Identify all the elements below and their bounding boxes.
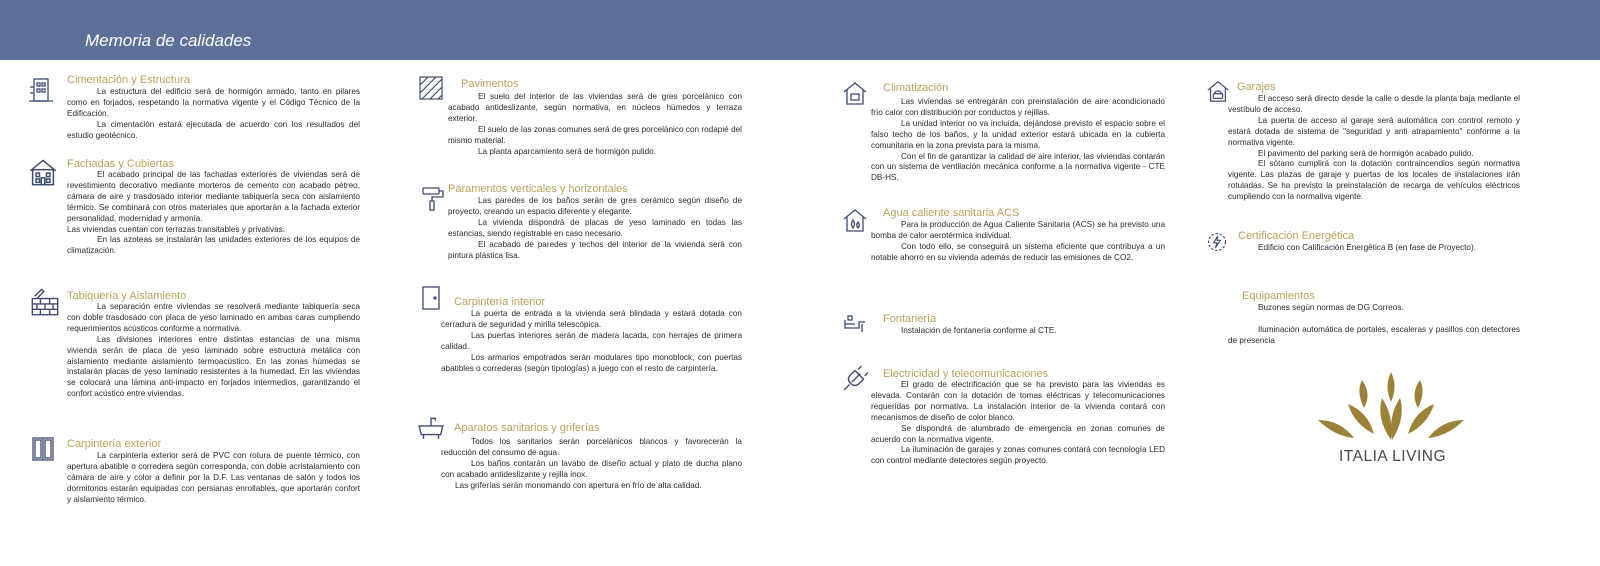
section-title: Fontanería bbox=[883, 313, 937, 325]
paragraph: El pavimento del parking será de hormigón acabado pulido. bbox=[1258, 148, 1474, 158]
section-title: Electricidad y telecomunicaciones bbox=[883, 368, 1049, 380]
paint-roller-icon bbox=[420, 186, 446, 212]
paragraph: Edificio con Calificación Energética B (en fase de Proyecto). bbox=[1258, 243, 1476, 252]
section-title: Tabiquería y Aislamiento bbox=[67, 290, 187, 302]
brick-wall-icon bbox=[30, 287, 60, 317]
house-facade-icon bbox=[28, 157, 58, 187]
section-title: Pavimentos bbox=[461, 78, 519, 90]
paragraph: Las paredes de los baños serán de gres cerámico según diseño de proyecto, creando un espacio diferente y elegante. bbox=[448, 196, 742, 216]
paragraph: Iluminación automática de portales, escaleras y pasillos con detectores de presencia bbox=[1228, 324, 1520, 345]
section-title: Certificación Energética bbox=[1238, 230, 1355, 242]
door-icon bbox=[418, 285, 444, 311]
paragraph: El acabado principal de las fachadas exteriores de viviendas será de revestimiento decorativo mediante morteros de cemento con acabado pétreo, cámara de aire y trasdosado interior mediante tabiquería seca con aislamiento térmico. Se combinará con otros materiales que aportarán a la fachada exterior personalidad, modernidad y armonía. bbox=[67, 170, 360, 223]
energy-leaf-icon bbox=[1206, 231, 1228, 253]
section-body bbox=[67, 451, 360, 506]
paragraph: Buzones según normas de DG Correos. bbox=[1258, 303, 1404, 312]
paragraph: La separación entre viviendas se resolverá mediante tabiquería seca con doble trasdosado con placa de yeso laminado en ambas caras cumpliendo requerimientos acústicos conforme a normativa. bbox=[67, 302, 360, 333]
page-title: Memoria de calidades bbox=[85, 31, 252, 50]
paragraph: El suelo del interior de las viviendas será de gres porcelánico con acabado antideslizante, según normativa, en núcleos húmedos y terraza exterior. bbox=[448, 92, 742, 123]
section-title: Equipamientos bbox=[1242, 290, 1315, 302]
section-body bbox=[67, 87, 360, 142]
electric-plug-icon bbox=[842, 364, 870, 392]
paragraph: El suelo de las zonas comunes será de gres porcelánico con rodapié del mismo material. bbox=[448, 124, 742, 145]
section-title: Carpintería exterior bbox=[67, 438, 162, 450]
paragraph: Todos los sanitarios serán porcelánicos blancos y favorecerán la reducción del consumo de agua. bbox=[441, 437, 742, 457]
section-body bbox=[1228, 303, 1520, 347]
section-body bbox=[448, 196, 742, 261]
section-body bbox=[871, 326, 1165, 337]
hot-water-house-icon bbox=[842, 207, 868, 233]
section-title: Carpintería interior bbox=[454, 296, 546, 308]
section-body bbox=[871, 97, 1165, 184]
paragraph: La puerta de acceso al garaje será automática con control remoto y estará dotada de sistema de "seguridad y anti atrapamiento" conforme a la normativa vigente. bbox=[1228, 115, 1520, 147]
paragraph: Instalación de fontanería conforme al CTE. bbox=[901, 326, 1057, 335]
section-title: Paramentos verticales y horizontales bbox=[448, 183, 628, 195]
paragraph: Se dispondrá de alumbrado de emergencia en zonas comunes de acuerdo con la normativa vigente. bbox=[871, 423, 1165, 444]
brand-name: ITALIA LIVING bbox=[1339, 448, 1447, 465]
building-structure-icon bbox=[28, 77, 54, 103]
section-body bbox=[67, 170, 360, 257]
paragraph: El acceso será directo desde la calle o desde la planta baja mediante el vestíbulo de acceso. bbox=[1228, 94, 1520, 114]
paragraph: La vivienda dispondrá de placas de yeso laminado en todas las estancias, siendo registrable en caso necesario. bbox=[448, 217, 742, 238]
section-body bbox=[1228, 243, 1520, 254]
paragraph: La cimentación estará ejecutada de acuerdo con los resultados del estudio geotécnico. bbox=[67, 119, 360, 140]
paragraph: La carpintería exterior será de PVC con rotura de puente térmico, con apertura abatible o corredera según corresponda, con doble acristalamiento con cámara de aire y color a definir por la D.F. Las ventanas de salón y todos los dormitorios estarán equipadas con persianas enrollables, que aportarán confort y aislamiento térmico. bbox=[67, 451, 360, 504]
paragraph: Los baños contarán un lavabo de diseño actual y plato de ducha plano con acabado antideslizante y rejilla inox. bbox=[441, 458, 742, 479]
brand-logo bbox=[1306, 372, 1476, 465]
pipe-faucet-icon bbox=[842, 310, 868, 336]
climate-house-icon bbox=[842, 80, 868, 106]
section-title: Agua caliente sanitaria ACS bbox=[883, 207, 1020, 219]
paragraph: Las griferías serán monomando con apertura en frío de alta calidad. bbox=[455, 480, 702, 490]
paragraph: Las divisiones interiores entre distintas estancias de una misma vivienda serán de placa de yeso laminado sobre estructura metálica con aislamiento mediante aislamiento termoacústico. En las zonas húmedas se instalarán placas de yeso laminado resistentes a la humedad. En las viviendas se colocará una lámina anti-impacto en forjados intermedios, garantizando el confort acústico entre viviendas. bbox=[67, 334, 360, 399]
section-body bbox=[1228, 94, 1520, 203]
paragraph: El acabado de paredes y techos del interior de la vivienda será con pintura plástica lisa. bbox=[448, 239, 742, 260]
section-title: Fachadas y Cubiertas bbox=[67, 158, 174, 170]
paragraph: Con todo ello, se conseguirá un sistema eficiente que contribuya a un notable ahorro en su vivienda además de reducir las emisiones de CO2. bbox=[871, 241, 1165, 262]
paragraph: Las puertas interiores serán de madera lacada, con herrajes de primera calidad. bbox=[441, 330, 742, 351]
paragraph: Para la producción de Agua Caliente Sanitaria (ACS) se ha previsto una bomba de calor aerotérmica individual. bbox=[871, 220, 1165, 240]
paragraph: La planta aparcamiento será de hormigón pulido. bbox=[478, 146, 656, 156]
garage-car-icon bbox=[1206, 79, 1230, 103]
section-title: Garajes bbox=[1237, 81, 1276, 93]
paragraph: La puerta de entrada a la vivienda será blindada y estará dotada con cerradura de seguridad y mirilla telescópica. bbox=[441, 309, 742, 329]
paragraph: La unidad interior no va incluida, dejándose previsto el espacio sobre el falso techo de los baños, y la unidad exterior estará ubicada en la cubierta comunitaria en la zona prevista para la misma. bbox=[871, 118, 1165, 150]
section-body bbox=[448, 92, 742, 157]
paragraph: En las azoteas se instalarán las unidades exteriores de los equipos de climatización. bbox=[67, 235, 360, 256]
olive-branch-logo-icon bbox=[1314, 372, 1469, 442]
paragraph: Las viviendas cuentan con terrazas transitables y privativas. bbox=[67, 224, 285, 234]
paragraph: El grado de electrificación que se ha previsto para las viviendas es elevada. Contarán con la dotación de tomas eléctricas y telecomunicaciones requeridas por normativa. La instalación interior de la vivienda contará con mecanismos de diseño de color blanco. bbox=[871, 380, 1165, 422]
window-frame-icon bbox=[30, 436, 56, 462]
paragraph: La estructura del edificio será de hormigón armado, tanto en pilares como en forjados, respetando la normativa vigente y el Código Técnico de la Edificación. bbox=[67, 87, 360, 118]
floor-tile-icon bbox=[418, 75, 444, 101]
section-body bbox=[441, 309, 742, 374]
section-title: Aparatos sanitarios y griferías bbox=[454, 422, 600, 434]
paragraph: El sótano cumplirá con la dotación contraincendios según normativa vigente. Las plazas de garaje y puertas de los locales de instalaciones irán rotuladas. Se ha previsto la preinstalación de recarga de vehículos eléctricos cumpliendo con la normativa vigente. bbox=[1228, 159, 1520, 202]
section-body bbox=[441, 437, 742, 492]
header-bar bbox=[0, 0, 1600, 60]
paragraph: Las viviendas se entregarán con preinstalación de aire acondicionado frío calor con distribución por conductos y rejillas. bbox=[871, 97, 1165, 117]
section-body bbox=[871, 220, 1165, 264]
section-body bbox=[67, 302, 360, 400]
section-body bbox=[871, 380, 1165, 467]
section-title: Climatización bbox=[883, 82, 949, 94]
paragraph: Los armarios empotrados serán modulares tipo monoblock, con puertas abatibles o correderas (según tipologías) a juego con el resto de carpintería. bbox=[441, 352, 742, 373]
paragraph: La iluminación de garajes y zonas comunes contará con tecnología LED con control mediante detectores según proyecto. bbox=[871, 445, 1165, 466]
section-title: Cimentación y Estructura bbox=[67, 74, 190, 86]
paragraph: Con el fin de garantizar la calidad de aire interior, las viviendas contarán con un sistema de ventilación mecánica conforme a la normativa vigente - CTE DB-HS. bbox=[871, 151, 1165, 183]
